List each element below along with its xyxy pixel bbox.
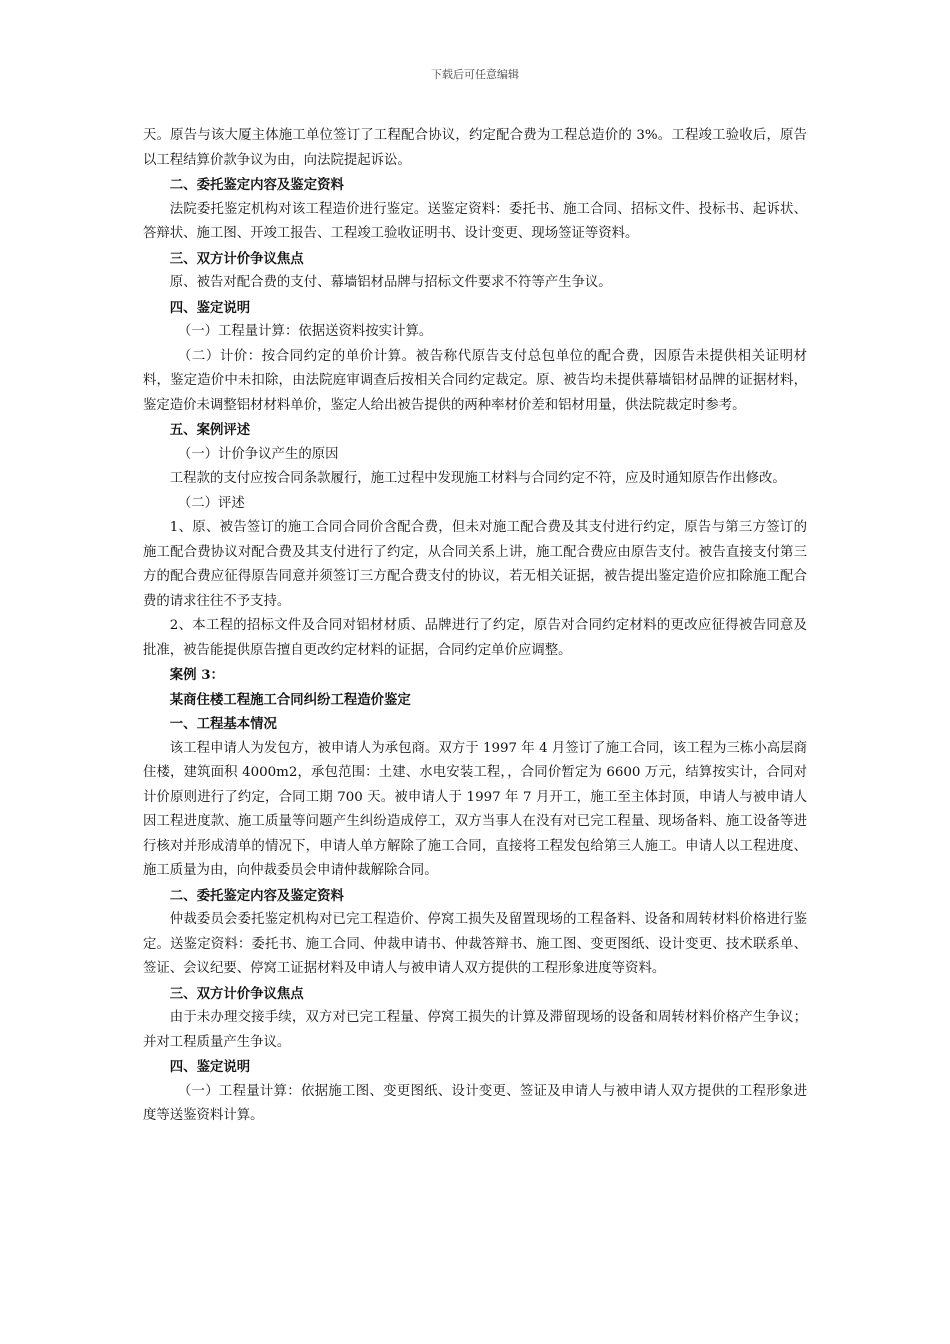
- section-heading: 三、双方计价争议焦点: [169, 985, 304, 1002]
- paragraph: （一）计价争议产生的原因: [177, 446, 339, 462]
- document-body: [143, 124, 807, 1129]
- paragraph: 由于未办理交接手续，双方对已完工程量、停窝工损失的计算及滞留现场的设备和周转材料价格产生争议；并对工程质量产生争议。: [143, 1010, 807, 1050]
- paragraph: 2、本工程的招标文件及合同对铝材材质、品牌进行了约定，原告对合同约定材料的更改应征得被告同意及批准，被告能提供原告擅自更改约定材料的证据，合同约定单价应调整。: [143, 618, 807, 658]
- paragraph: 1、原、被告签订的施工合同合同价含配合费，但未对施工配合费及其支付进行约定，原告与第三方签订的施工配合费协议对配合费及其支付进行了约定，从合同关系上讲，施工配合费应由原告支付。被告直接支付第三方的配合费应征得原告同意并须签订三方配合费支付的协议，若无相关证据，被告提出鉴定造价应扣除施工配合费的请求往往不予支持。: [143, 520, 807, 609]
- section-heading: 二、委托鉴定内容及鉴定资料: [169, 887, 344, 904]
- paragraph: 工程款的支付应按合同条款履行，施工过程中发现施工材料与合同约定不符，应及时通知原告作出修改。: [169, 471, 786, 486]
- section-heading: 三、双方计价争议焦点: [169, 250, 304, 267]
- paragraph: 该工程申请人为发包方，被申请人为承包商。双方于 1997 年 4 月签订了施工合同，该工程为三栋小高层商住楼，建筑面积 4000m2，承包范围：土建、水电安装工程，，合同价暂定为 6600 万元，结算按实计，合同对计价原则进行了约定，合同工期 700 天。被申请人于 1997 年 7 月开工，施工至主体封顶，申请人与被申请人因工程进度款、施工质量等问题产生纠纷造成停工，双方当事人在没有对已完工程量、现场备料、施工设备等进行核对并形成清单的情况下，申请人单方解除了施工合同，直接将工程发包给第三人施工。申请人以工程进度、施工质量为由，向仲裁委员会申请仲裁解除合同。: [143, 740, 807, 878]
- section-heading: 案例 3：: [169, 667, 224, 683]
- section-heading: 五、案例评述: [169, 422, 251, 438]
- paragraph: （一）工程量计算：依据送资料按实计算。: [177, 324, 433, 339]
- paragraph: 原、被告对配合费的支付、幕墙铝材品牌与招标文件要求不符等产生争议。: [169, 275, 612, 290]
- section-heading: 四、鉴定说明: [169, 299, 251, 316]
- section-heading: 某商住楼工程施工合同纠纷工程造价鉴定: [169, 691, 411, 708]
- paragraph: （二）计价：按合同约定的单价计算。被告称代原告支付总包单位的配合费，因原告未提供相关证明材料，鉴定造价中未扣除，由法院庭审调查后按相关合同约定裁定。原、被告均未提供幕墙铝材品牌的证据材料，鉴定造价未调整铝材材料单价，鉴定人给出被告提供的两种率材价差和铝材用量，供法院裁定时参考。: [143, 348, 807, 413]
- section-heading: 四、鉴定说明: [169, 1059, 251, 1075]
- paragraph: （一）工程量计算：依据施工图、变更图纸、设计变更、签证及申请人与被申请人双方提供的工程形象进度等送鉴资料计算。: [143, 1083, 807, 1123]
- section-heading: 二、委托鉴定内容及鉴定资料: [169, 177, 344, 193]
- section-heading: 一、工程基本情况: [169, 716, 277, 732]
- paragraph: （二）评述: [177, 495, 245, 511]
- paragraph: 法院委托鉴定机构对该工程造价进行鉴定。送鉴定资料：委托书、施工合同、招标文件、投标书、起诉状、答辩状、施工图、开竣工报告、工程竣工验收证明书、设计变更、现场签证等资料。: [143, 201, 807, 241]
- page-header: 下载后可任意编辑: [431, 68, 519, 81]
- paragraph: 天。原告与该大厦主体施工单位签订了工程配合协议，约定配合费为工程总造价的 3%。工程竣工验收后，原告以工程结算价款争议为由，向法院提起诉讼。: [143, 128, 807, 168]
- paragraph: 仲裁委员会委托鉴定机构对已完工程造价、停窝工损失及留置现场的工程备料、设备和周转材料价格进行鉴定。送鉴定资料：委托书、施工合同、仲裁申请书、仲裁答辩书、施工图、变更图纸、设计变更、技术联系单、签证、会议纪要、停窝工证据材料及申请人与被申请人双方提供的工程形象进度等资料。: [143, 912, 807, 976]
